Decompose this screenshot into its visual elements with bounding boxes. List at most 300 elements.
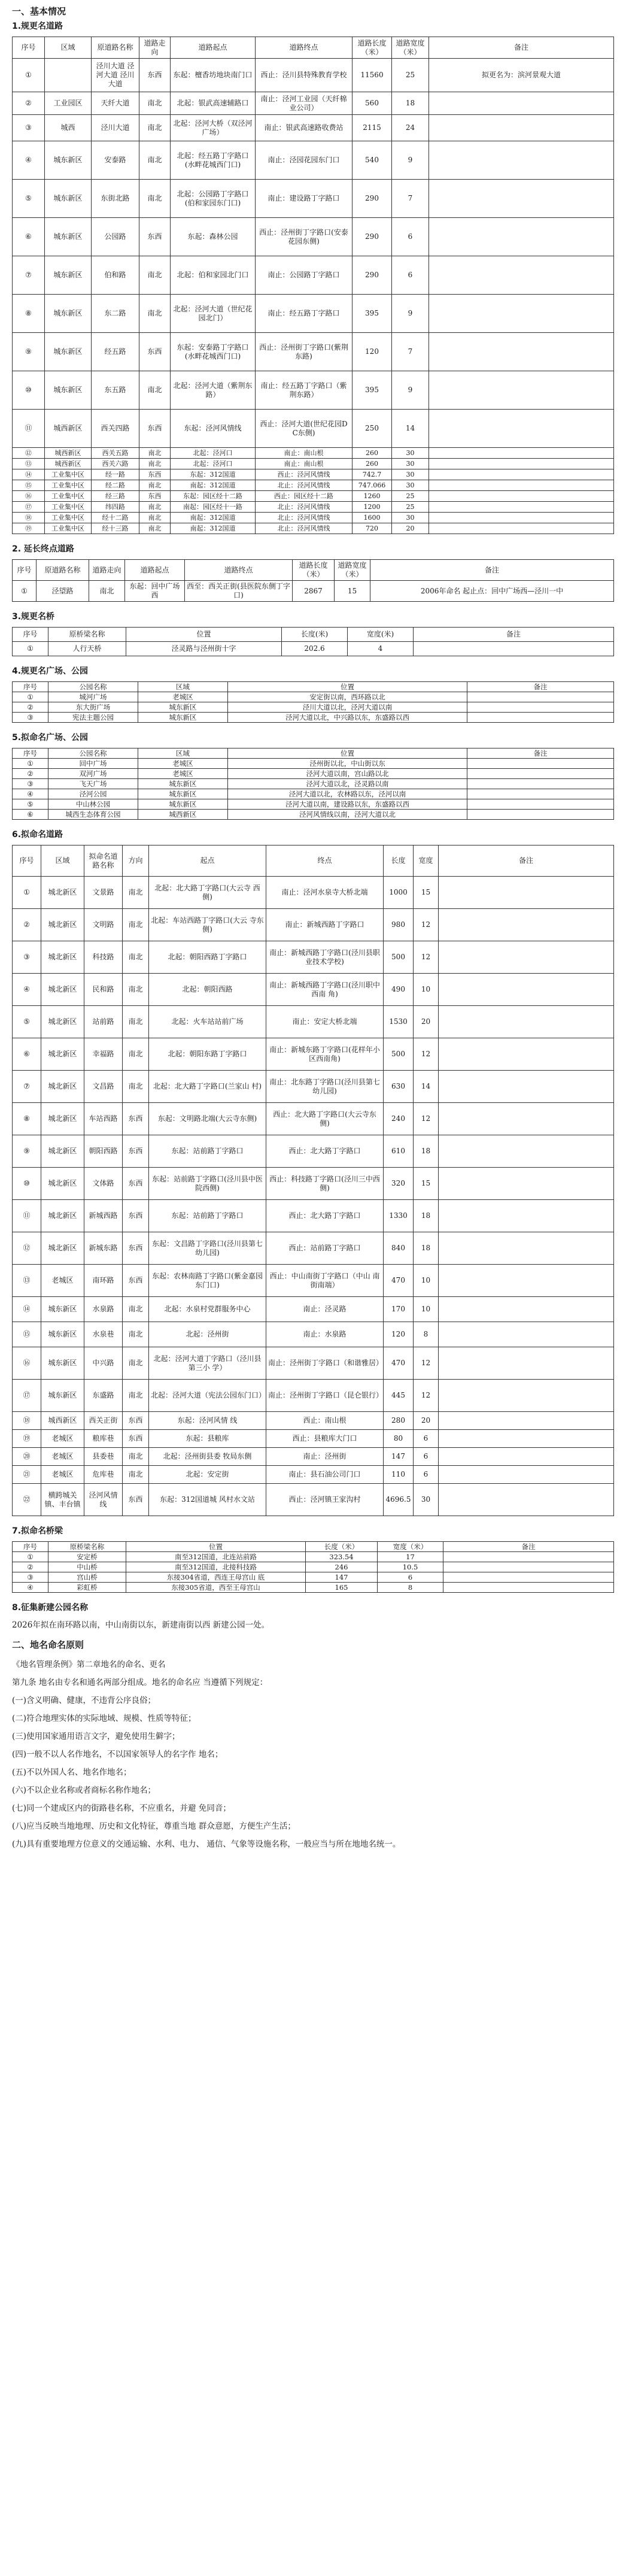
- header-cell: 备注: [467, 748, 614, 759]
- table-cell: 工业集中区: [45, 513, 92, 523]
- table-cell: 双河广场: [48, 769, 138, 779]
- table-cell: 西止：泾河大道(世纪花园DC东侧): [256, 410, 352, 448]
- table-cell: 北起：北大路丁字路口(兰家山 村): [149, 1071, 266, 1103]
- table-cell: 东起：回中广场西: [125, 581, 185, 602]
- table-cell: [439, 1380, 614, 1412]
- new-roads-table: [12, 845, 614, 1516]
- table-row: [13, 799, 614, 810]
- table-cell: [467, 779, 614, 789]
- table-cell: [439, 1412, 614, 1430]
- table-cell: 城北新区: [41, 1006, 84, 1038]
- table-row: [13, 713, 614, 723]
- table-cell: 12: [414, 1347, 439, 1380]
- table-cell: 拟更名为：滨河景观大道: [429, 59, 614, 92]
- table-cell: 东西: [123, 1168, 149, 1200]
- table-cell: 东起：泾河风情 线: [149, 1412, 266, 1430]
- table-cell: 工业集中区: [45, 469, 92, 480]
- table-cell: 县委巷: [84, 1448, 123, 1466]
- header-cell: 序号: [13, 628, 48, 642]
- table-cell: 南北: [139, 180, 171, 218]
- table-cell: [429, 218, 614, 256]
- subsection-title-new-bridges: 7.拟命名桥梁: [12, 1526, 63, 1536]
- table-cell: [429, 502, 614, 513]
- table-cell: 170: [384, 1297, 414, 1322]
- header-cell: 公园名称: [48, 748, 138, 759]
- table-cell: 泾河大道以南，建设路以东，东盛路以西: [228, 799, 467, 810]
- table-cell: 东接304省道，西连王母宫山 底: [126, 1572, 306, 1583]
- table-cell: ⑫: [13, 448, 45, 459]
- table-cell: 城东新区: [41, 1380, 84, 1412]
- table-cell: 630: [384, 1071, 414, 1103]
- table-cell: ④: [13, 789, 48, 799]
- table-header-row: [13, 845, 614, 877]
- table-cell: 南起：312国道: [171, 480, 256, 491]
- table-cell: [439, 1347, 614, 1380]
- table-cell: [414, 642, 614, 656]
- principle-line: (七)同一个建成区内的街路巷名称，不应重名，并避 免同音；: [12, 1804, 231, 1813]
- table-cell: ⑲: [13, 523, 45, 534]
- table-cell: 1600: [352, 513, 392, 523]
- table-cell: ⑦: [13, 1071, 41, 1103]
- table-cell: [443, 1552, 614, 1562]
- table-cell: 北起：泾河大道（世纪花园北门）: [171, 295, 256, 333]
- table-cell: 东起：文昌路丁字路口(泾川县第七幼儿园): [149, 1232, 266, 1265]
- table-cell: 147: [384, 1448, 414, 1466]
- table-cell: [467, 799, 614, 810]
- table-cell: ③: [13, 941, 41, 974]
- table-cell: ①: [13, 1552, 48, 1562]
- table-cell: 147: [306, 1572, 378, 1583]
- header-cell: 备注: [370, 560, 614, 581]
- table-cell: 南环路: [84, 1265, 123, 1297]
- table-cell: 东起：文明路北端(大云寺东侧): [149, 1103, 266, 1135]
- table-cell: 经二路: [92, 480, 139, 491]
- table-cell: 12: [414, 1380, 439, 1412]
- table-cell: 南北: [123, 974, 149, 1006]
- table-cell: 彩虹桥: [48, 1583, 126, 1593]
- table-cell: 城东新区: [45, 218, 92, 256]
- table-cell: 老城区: [138, 692, 228, 702]
- table-cell: 东起：312国道: [171, 469, 256, 480]
- table-cell: 老城区: [41, 1466, 84, 1484]
- table-cell: [439, 1232, 614, 1265]
- table-cell: [429, 256, 614, 295]
- table-cell: 260: [352, 448, 392, 459]
- header-cell: 位置: [126, 628, 282, 642]
- table-cell: ②: [13, 1562, 48, 1572]
- table-cell: 北起：泾州街: [149, 1322, 266, 1347]
- table-cell: 290: [352, 218, 392, 256]
- table-cell: [429, 523, 614, 534]
- rename-roads-body: [13, 59, 614, 534]
- table-cell: 东西: [139, 59, 171, 92]
- table-cell: 北起：银武高速辅路口: [171, 92, 256, 115]
- table-cell: ③: [13, 779, 48, 789]
- table-cell: [439, 941, 614, 974]
- table-cell: 9: [392, 141, 429, 180]
- table-cell: 城西: [45, 115, 92, 141]
- table-cell: ①: [13, 759, 48, 769]
- table-cell: 2115: [352, 115, 392, 141]
- table-cell: 1330: [384, 1200, 414, 1232]
- principle-line: (二)符合地理实体的实际地域、规模、性质等特征；: [12, 1714, 196, 1723]
- extend-roads-body: [13, 581, 614, 602]
- table-row: [13, 1552, 614, 1562]
- header-cell: 拟命名道路名称: [84, 845, 123, 877]
- table-row: [13, 581, 614, 602]
- table-cell: ②: [13, 909, 41, 941]
- table-cell: 城西新区: [45, 448, 92, 459]
- table-cell: 南北: [123, 1466, 149, 1484]
- table-cell: 南北: [139, 295, 171, 333]
- table-cell: 17: [378, 1552, 443, 1562]
- table-cell: ②: [13, 92, 45, 115]
- table-row: [13, 1484, 614, 1516]
- table-cell: 文景路: [84, 877, 123, 909]
- table-cell: 东西: [123, 1232, 149, 1265]
- table-cell: 车站西路: [84, 1103, 123, 1135]
- table-cell: 安泰路: [92, 141, 139, 180]
- table-cell: [439, 974, 614, 1006]
- rename-roads-table: [12, 37, 614, 534]
- table-cell: 城东新区: [45, 141, 92, 180]
- table-row: [13, 909, 614, 941]
- header-cell: 位置: [126, 1542, 306, 1552]
- table-cell: 6: [392, 256, 429, 295]
- table-cell: [467, 759, 614, 769]
- header-cell: 原桥梁名称: [48, 1542, 126, 1552]
- table-cell: 城北新区: [41, 1168, 84, 1200]
- table-cell: 北起：经五路丁字路口(水畔花城西门口): [171, 141, 256, 180]
- table-cell: 12: [414, 941, 439, 974]
- table-cell: 南北: [139, 115, 171, 141]
- header-cell: 道路宽度（米）: [392, 37, 429, 59]
- table-cell: 泾河大道以南，宫山路以北: [228, 769, 467, 779]
- header-cell: 长度: [384, 845, 414, 877]
- table-cell: 东起：檀香坊地块南门口: [171, 59, 256, 92]
- table-cell: 工业园区: [45, 92, 92, 115]
- table-cell: 泾灵路与泾州街十字: [126, 642, 282, 656]
- table-cell: 北止：泾河风情线: [256, 502, 352, 513]
- table-cell: 南止：建设路丁字路口: [256, 180, 352, 218]
- table-header-row: [13, 748, 614, 759]
- table-row: [13, 1200, 614, 1232]
- table-cell: 城东新区: [138, 789, 228, 799]
- table-cell: 城北新区: [41, 877, 84, 909]
- table-cell: 南止：新城西路丁字路口(泾川县职业技术学校): [266, 941, 384, 974]
- table-cell: 290: [352, 256, 392, 295]
- header-cell: 备注: [467, 682, 614, 692]
- table-cell: 10: [414, 974, 439, 1006]
- table-cell: 445: [384, 1380, 414, 1412]
- table-cell: 南北: [123, 1006, 149, 1038]
- table-cell: ③: [13, 115, 45, 141]
- table-cell: 东西: [123, 1412, 149, 1430]
- table-cell: 11560: [352, 59, 392, 92]
- table-cell: ⑩: [13, 1168, 41, 1200]
- table-cell: 东西: [123, 1200, 149, 1232]
- table-cell: 南北: [123, 941, 149, 974]
- principles-list: [12, 1656, 614, 1853]
- table-row: [13, 491, 614, 502]
- table-cell: 天纤大道: [92, 92, 139, 115]
- header-cell: 序号: [13, 682, 48, 692]
- table-cell: 西止：泾河镇王家沟村: [266, 1484, 384, 1516]
- table-cell: [439, 1135, 614, 1168]
- table-cell: 城北新区: [41, 1071, 84, 1103]
- table-cell: 北起：朝阳西路丁字路口: [149, 941, 266, 974]
- table-cell: 老城区: [41, 1448, 84, 1466]
- table-cell: 610: [384, 1135, 414, 1168]
- table-cell: [429, 469, 614, 480]
- table-row: [13, 502, 614, 513]
- table-cell: ⑤: [13, 799, 48, 810]
- table-cell: 500: [384, 941, 414, 974]
- table-cell: 东二路: [92, 295, 139, 333]
- table-cell: ④: [13, 1583, 48, 1593]
- table-cell: 泾州街以北，中山街以东: [228, 759, 467, 769]
- table-row: [13, 1380, 614, 1412]
- table-cell: 395: [352, 295, 392, 333]
- table-cell: 南北: [139, 502, 171, 513]
- table-cell: 30: [392, 469, 429, 480]
- table-cell: 东起：站前路丁字路口: [149, 1135, 266, 1168]
- table-cell: 7: [392, 180, 429, 218]
- header-cell: 方向: [123, 845, 149, 877]
- table-cell: 25: [392, 59, 429, 92]
- header-cell: 宽度（米）: [378, 1542, 443, 1552]
- header-cell: 道路起点: [171, 37, 256, 59]
- table-row: [13, 333, 614, 371]
- table-cell: [439, 1297, 614, 1322]
- table-cell: 北起：火车站站前广场: [149, 1006, 266, 1038]
- table-cell: 南止：南山根: [256, 459, 352, 469]
- table-cell: 科技路: [84, 941, 123, 974]
- table-cell: 南止：县石油公司门口: [266, 1466, 384, 1484]
- table-header-row: [13, 628, 614, 642]
- table-cell: 城河广场: [48, 692, 138, 702]
- table-cell: 320: [384, 1168, 414, 1200]
- table-cell: 朝阳西路: [84, 1135, 123, 1168]
- table-cell: 横跨城关镇、丰台镇: [41, 1484, 84, 1516]
- rename-bridges-body: [13, 642, 614, 656]
- table-cell: 南至312国道，北接科技路: [126, 1562, 306, 1572]
- table-header-row: [13, 37, 614, 59]
- table-cell: ⑦: [13, 256, 45, 295]
- table-cell: [439, 877, 614, 909]
- table-cell: ③: [13, 1572, 48, 1583]
- header-cell: 公园名称: [48, 682, 138, 692]
- table-cell: 东五路: [92, 371, 139, 410]
- table-cell: [429, 410, 614, 448]
- table-cell: ④: [13, 141, 45, 180]
- table-row: [13, 769, 614, 779]
- table-cell: 城北新区: [41, 941, 84, 974]
- header-cell: 长度(米): [282, 628, 348, 642]
- table-cell: 泾河公园: [48, 789, 138, 799]
- table-cell: [443, 1562, 614, 1572]
- table-cell: ⑪: [13, 1200, 41, 1232]
- header-cell: 道路走向: [139, 37, 171, 59]
- table-cell: [439, 1448, 614, 1466]
- table-cell: 北起：泾河大道丁字路口（泾川县第三小 学）: [149, 1347, 266, 1380]
- table-cell: [429, 92, 614, 115]
- table-cell: [429, 513, 614, 523]
- table-cell: 东起：森林公园: [171, 218, 256, 256]
- table-cell: 泾河风情线以南，泾河大道以北: [228, 810, 467, 820]
- table-cell: 西关六路: [92, 459, 139, 469]
- table-cell: 14: [392, 410, 429, 448]
- table-cell: 260: [352, 459, 392, 469]
- table-cell: 飞天广场: [48, 779, 138, 789]
- table-cell: ⑪: [13, 410, 45, 448]
- table-cell: 中山桥: [48, 1562, 126, 1572]
- header-cell: 区域: [138, 748, 228, 759]
- table-cell: 老城区: [138, 769, 228, 779]
- table-cell: [467, 769, 614, 779]
- principle-line: (四)一般不以人名作地名，不以国家领导人的名字作 地名；: [12, 1750, 223, 1759]
- table-cell: 北起：泾河口: [171, 459, 256, 469]
- table-cell: 新城西路: [84, 1200, 123, 1232]
- table-cell: 14: [414, 1071, 439, 1103]
- principle-line: 《地名管理条例》第二章地名的命名、更名: [12, 1660, 166, 1669]
- table-cell: ⑰: [13, 502, 45, 513]
- table-cell: 30: [392, 448, 429, 459]
- table-cell: 290: [352, 180, 392, 218]
- table-cell: 泾川大道: [92, 115, 139, 141]
- header-cell: 原桥梁名称: [48, 628, 126, 642]
- table-cell: 城东新区: [138, 779, 228, 789]
- table-row: [13, 448, 614, 459]
- table-cell: 北起：水泉村党群服务中心: [149, 1297, 266, 1322]
- table-cell: ⑤: [13, 180, 45, 218]
- header-cell: 道路长度（米）: [293, 560, 335, 581]
- table-cell: 840: [384, 1232, 414, 1265]
- table-row: [13, 1322, 614, 1347]
- table-cell: 7: [392, 333, 429, 371]
- table-cell: ⑧: [13, 1103, 41, 1135]
- table-cell: 西止：泾河风情线: [256, 469, 352, 480]
- header-cell: 位置: [228, 748, 467, 759]
- table-cell: 6: [414, 1448, 439, 1466]
- table-cell: [439, 1430, 614, 1448]
- table-cell: 南北: [139, 513, 171, 523]
- table-cell: 10.5: [378, 1562, 443, 1572]
- park-names-text: 2026年拟在南环路以南，中山南街以东，新建南街以西 新建公园一处。: [12, 1620, 270, 1630]
- table-cell: 80: [384, 1430, 414, 1448]
- table-row: [13, 513, 614, 523]
- table-cell: 20: [392, 523, 429, 534]
- new-bridges-table: [12, 1541, 614, 1593]
- table-cell: 西止：泾州街丁字路口(安泰花园东侧): [256, 218, 352, 256]
- header-cell: 道路宽度（米）: [335, 560, 370, 581]
- table-row: [13, 295, 614, 333]
- table-cell: 1000: [384, 877, 414, 909]
- table-cell: 18: [414, 1200, 439, 1232]
- table-cell: 280: [384, 1412, 414, 1430]
- table-cell: 城东新区: [41, 1297, 84, 1322]
- table-cell: 东西: [139, 410, 171, 448]
- table-row: [13, 789, 614, 799]
- header-cell: 长度（米）: [306, 1542, 378, 1552]
- subsection-title-rename-squares: 4.规更名广场、公园: [12, 666, 89, 676]
- table-cell: 30: [392, 459, 429, 469]
- table-cell: 南止：泾河水泉寺大桥北端: [266, 877, 384, 909]
- table-cell: 城北新区: [41, 974, 84, 1006]
- table-cell: 人行天桥: [48, 642, 126, 656]
- table-cell: 北起：安定街: [149, 1466, 266, 1484]
- header-cell: 备注: [439, 845, 614, 877]
- table-cell: 南止：银武高速路收费站: [256, 115, 352, 141]
- table-row: [13, 180, 614, 218]
- table-cell: 南止：公园路丁字路口: [256, 256, 352, 295]
- table-cell: 12: [414, 1038, 439, 1071]
- table-cell: 东西: [123, 1484, 149, 1516]
- table-cell: 北起：朝阳东路丁字路口: [149, 1038, 266, 1071]
- table-row: [13, 1135, 614, 1168]
- table-cell: ⑲: [13, 1430, 41, 1448]
- table-cell: ⑧: [13, 295, 45, 333]
- table-cell: 南起：312国道: [171, 523, 256, 534]
- new-roads-body: [13, 877, 614, 1516]
- header-cell: 备注: [429, 37, 614, 59]
- section-title-principles: 二、地名命名原则: [12, 1639, 84, 1650]
- table-cell: 东盛路: [84, 1380, 123, 1412]
- table-cell: 12: [414, 909, 439, 941]
- table-cell: 城北新区: [41, 1103, 84, 1135]
- table-cell: 安定街以南，西环路以北: [228, 692, 467, 702]
- table-cell: 东起：站前路丁字路口(泾川县中医院西侧): [149, 1168, 266, 1200]
- table-cell: [429, 491, 614, 502]
- table-cell: ⑳: [13, 1448, 41, 1466]
- table-row: [13, 218, 614, 256]
- table-cell: 西关四路: [92, 410, 139, 448]
- table-cell: [467, 810, 614, 820]
- header-cell: 序号: [13, 845, 41, 877]
- table-cell: 395: [352, 371, 392, 410]
- table-cell: 东西: [123, 1135, 149, 1168]
- principle-line: (三)使用国家通用语言文字，避免使用生僻字；: [12, 1732, 180, 1741]
- table-cell: 老城区: [138, 759, 228, 769]
- table-cell: [439, 1322, 614, 1347]
- table-row: [13, 877, 614, 909]
- table-cell: 工业集中区: [45, 523, 92, 534]
- table-cell: 西止：南山根: [266, 1412, 384, 1430]
- table-cell: ①: [13, 642, 48, 656]
- table-cell: 城东新区: [45, 333, 92, 371]
- table-row: [13, 702, 614, 713]
- table-cell: 东西: [123, 1430, 149, 1448]
- rename-squares-body: [13, 692, 614, 723]
- table-cell: 经三路: [92, 491, 139, 502]
- table-cell: 城东新区: [45, 180, 92, 218]
- header-cell: 区域: [41, 845, 84, 877]
- header-cell: 终点: [266, 845, 384, 877]
- table-cell: 南北: [139, 523, 171, 534]
- subsection-title-new-roads: 6.拟命名道路: [12, 830, 63, 840]
- table-cell: 经五路: [92, 333, 139, 371]
- table-cell: 323.54: [306, 1552, 378, 1562]
- table-cell: 东西: [123, 1265, 149, 1297]
- table-cell: 南北: [123, 1038, 149, 1071]
- table-cell: ⑯: [13, 491, 45, 502]
- header-cell: 道路长度（米）: [352, 37, 392, 59]
- table-cell: 经十三路: [92, 523, 139, 534]
- table-cell: 回中广场: [48, 759, 138, 769]
- table-row: [13, 1168, 614, 1200]
- table-cell: 东西: [139, 218, 171, 256]
- table-cell: ⑩: [13, 371, 45, 410]
